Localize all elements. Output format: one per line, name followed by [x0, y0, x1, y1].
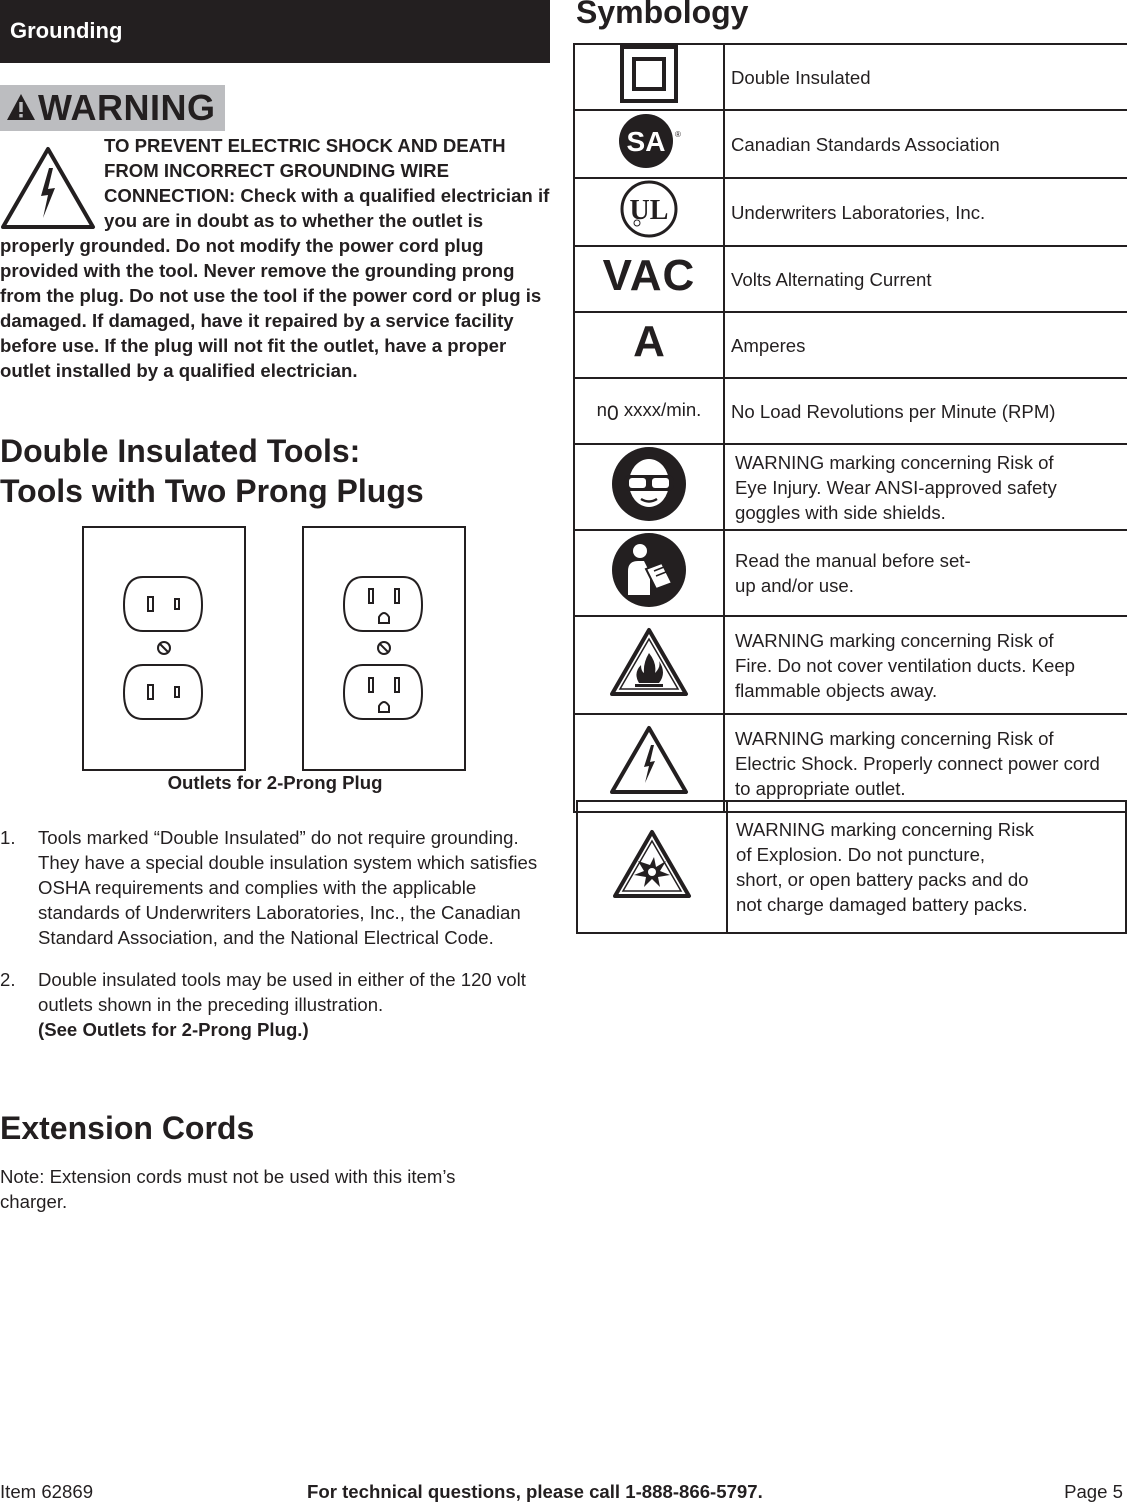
warning-body: TO PREVENT ELECTRIC SHOCK AND DEATH FROM INCORRECT GROUNDING WIRE CONNECTION: Check with a qualified electrician if you are in doubt as to whether the outlet is properly grounded. Do not modify the power cord plug provided with the tool. Never remove the grounding prong from the plug. Do not use the tool if the power cord or plug is damaged. If damaged, have it repaired by a service facility before use. If the plug will not fit the outlet, have a proper outlet installed by a qualified electrician. [0, 135, 550, 381]
vac-symbol: VAC [602, 250, 696, 300]
note-number: 2. [0, 969, 16, 990]
note-number: 1. [0, 827, 16, 848]
warning-label: WARNING [38, 87, 216, 128]
list-item [0, 967, 550, 1042]
symbol-description: Double Insulated [724, 44, 1127, 110]
symbology-table-explosion [576, 800, 1127, 934]
symbol-description: WARNING marking concerning Risk of Explosion. Do not puncture, short, or open battery packs and do not charge damaged battery packs. [727, 801, 1126, 933]
explosion-warning-icon [612, 829, 692, 899]
symbol-description: Volts Alternating Current [724, 246, 1127, 312]
svg-text:UL: UL [629, 195, 669, 226]
symbol-description: WARNING marking concerning Risk of Eye Injury. Wear ANSI-approved safety goggles with side shields. [724, 444, 1127, 530]
symbol-description: Underwriters Laboratories, Inc. [724, 178, 1127, 246]
table-row [574, 714, 1127, 812]
electric-shock-warning-icon [609, 725, 689, 795]
table-row [577, 801, 1126, 933]
table-row [574, 444, 1127, 530]
note-text: Double insulated tools may be used in either of the 120 volt outlets shown in the preceding illustration. [38, 969, 526, 1015]
extension-cords-note: Note: Extension cords must not be used with this item’s charger. [0, 1166, 456, 1212]
double-insulated-notes [0, 825, 550, 1042]
grounding-warning-text [0, 133, 552, 383]
symbol-description: Read the manual before set-up and/or use. [724, 530, 1127, 616]
symbol-description: Amperes [724, 312, 1127, 378]
table-row [574, 312, 1127, 378]
symbol-description: No Load Revolutions per Minute (RPM) [724, 378, 1127, 444]
footer-item-number: Item 62869 [0, 1481, 94, 1502]
heading-line-1: Double Insulated Tools: [0, 433, 361, 469]
double-insulated-heading [0, 431, 550, 511]
symbol-description: WARNING marking concerning Risk of Fire. Do not cover ventilation ducts. Keep flammable objects away. [724, 616, 1127, 714]
svg-text:®: ® [675, 130, 681, 139]
section-header-grounding [0, 0, 550, 63]
double-insulated-icon [620, 45, 678, 103]
figure-caption: Outlets for 2-Prong Plug [167, 772, 383, 793]
table-row [574, 178, 1127, 246]
read-manual-icon [610, 531, 688, 609]
receptacle-lower-left [124, 665, 202, 719]
footer-page-number: Page 5 [1064, 1481, 1123, 1502]
note-reference: (See Outlets for 2-Prong Plug.) [38, 1019, 309, 1040]
two-prong-outlets-illustration [80, 525, 472, 773]
table-row [574, 44, 1127, 110]
receptacle-upper-left [124, 577, 202, 631]
table-row [574, 530, 1127, 616]
table-row [574, 110, 1127, 178]
section-title: Grounding [10, 18, 123, 43]
heading-line-2: Tools with Two Prong Plugs [0, 473, 424, 509]
symbol-description: WARNING marking concerning Risk of Electric Shock. Properly connect power cord to appropriate outlet. [724, 714, 1127, 812]
warning-badge [0, 85, 225, 131]
footer-tech-support: For technical questions, please call 1-888-866-5797. [307, 1481, 763, 1502]
table-row [574, 246, 1127, 312]
svg-text:SA: SA [626, 126, 666, 157]
rpm-symbol: $n_0$ xxxx/min. [574, 378, 724, 444]
warning-triangle-icon [6, 93, 36, 121]
table-row [574, 616, 1127, 714]
list-item [0, 825, 550, 950]
extension-cords-heading: Extension Cords [0, 1110, 255, 1146]
symbology-table [573, 43, 1127, 813]
symbology-title: Symbology [576, 0, 749, 30]
csa-logo-icon [614, 111, 684, 171]
note-text: Tools marked “Double Insulated” do not require grounding. They have a special double insulation system which satisfies OSHA requirements and complies with the applicable standards of Underwriters Laboratories, Inc., the Canadian Standard Association, and the National Electrical Code. [38, 827, 538, 948]
safety-goggles-icon [610, 445, 688, 523]
ul-logo-icon [619, 179, 679, 239]
fire-warning-icon [609, 627, 689, 697]
symbol-description: Canadian Standards Association [724, 110, 1127, 178]
table-row [574, 378, 1127, 444]
amperes-symbol: A [633, 316, 665, 366]
